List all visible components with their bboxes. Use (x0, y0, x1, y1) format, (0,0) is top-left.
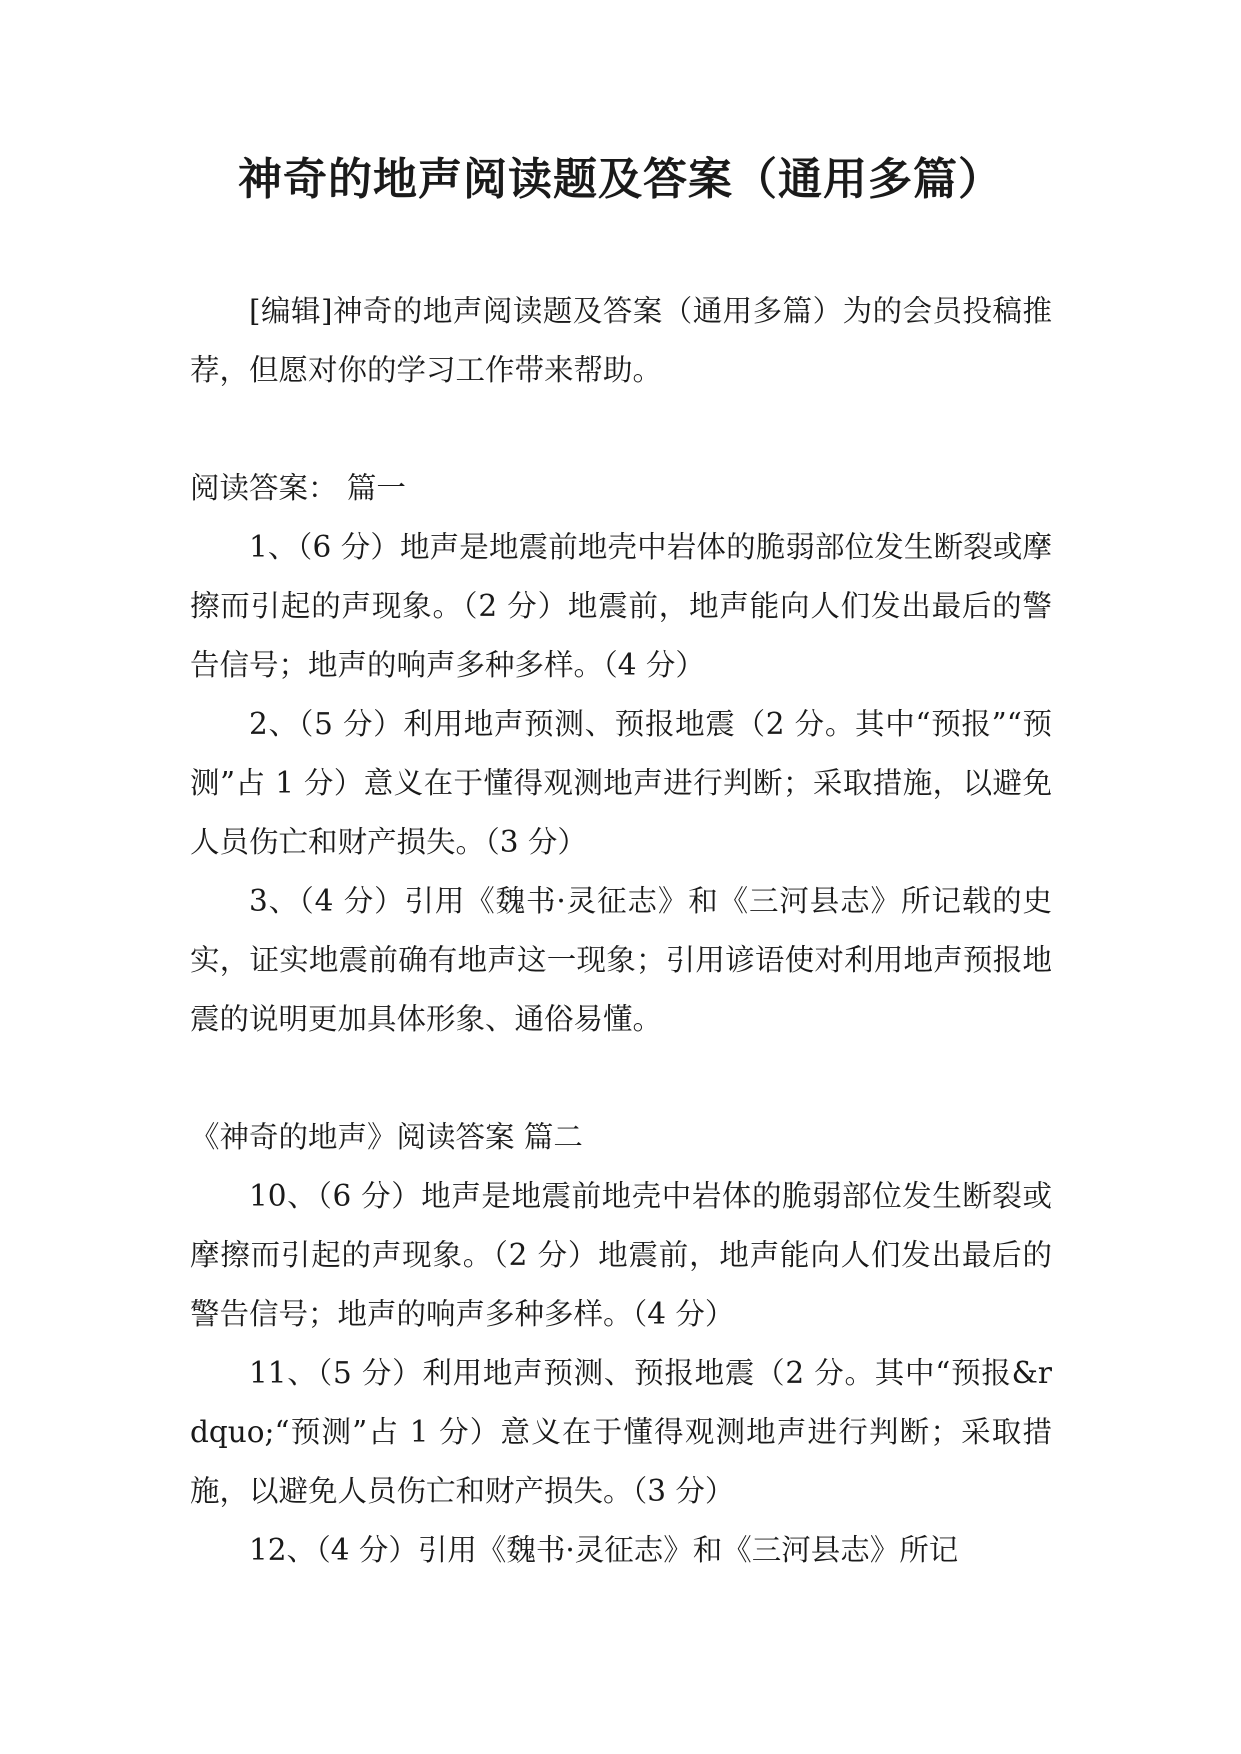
answer-item: 1、（6 分）地声是地震前地壳中岩体的脆弱部位发生断裂或摩擦而引起的声现象。（2 分）地震前，地声能向人们发出最后的警告信号；地声的响声多种多样。（4 分） (190, 530, 1052, 682)
answer-item: 3、（4 分）引用《魏书·灵征志》和《三河县志》所记载的史实，证实地震前确有地声这一现象；引用谚语使对利用地声预报地震的说明更加具体形象、通俗易懂。 (190, 884, 1052, 1036)
section-heading-2: 《神奇的地声》阅读答案 篇二 (190, 1120, 583, 1154)
section-spacer (190, 1049, 1052, 1108)
section-heading-1: 阅读答案： 篇一 (190, 471, 406, 505)
answer-item: 2、（5 分）利用地声预测、预报地震（2 分。其中“预报”“预测”占 1 分）意义在于懂得观测地声进行判断；采取措施，以避免人员伤亡和财产损失。（3 分） (190, 707, 1052, 859)
answer-item: 12、（4 分）引用《魏书·灵征志》和《三河县志》所记 (249, 1533, 959, 1567)
section-spacer (190, 400, 1052, 459)
document-title: 神奇的地声阅读题及答案（通用多篇） (238, 154, 1003, 205)
answer-item: 11、（5 分）利用地声预测、预报地震（2 分。其中“预报&r dquo;“预测”占 1 分）意义在于懂得观测地声进行判断；采取措施，以避免人员伤亡和财产损失。（3 分） (190, 1356, 1082, 1508)
intro-paragraph: [编辑]神奇的地声阅读题及答案（通用多篇）为的会员投稿推荐，但愿对你的学习工作带来帮助。 (190, 294, 1052, 387)
answer-item: 10、（6 分）地声是地震前地壳中岩体的脆弱部位发生断裂或摩擦而引起的声现象。（2 分）地震前，地声能向人们发出最后的警告信号；地声的响声多种多样。（4 分） (190, 1179, 1052, 1331)
document-body (190, 282, 1082, 1580)
